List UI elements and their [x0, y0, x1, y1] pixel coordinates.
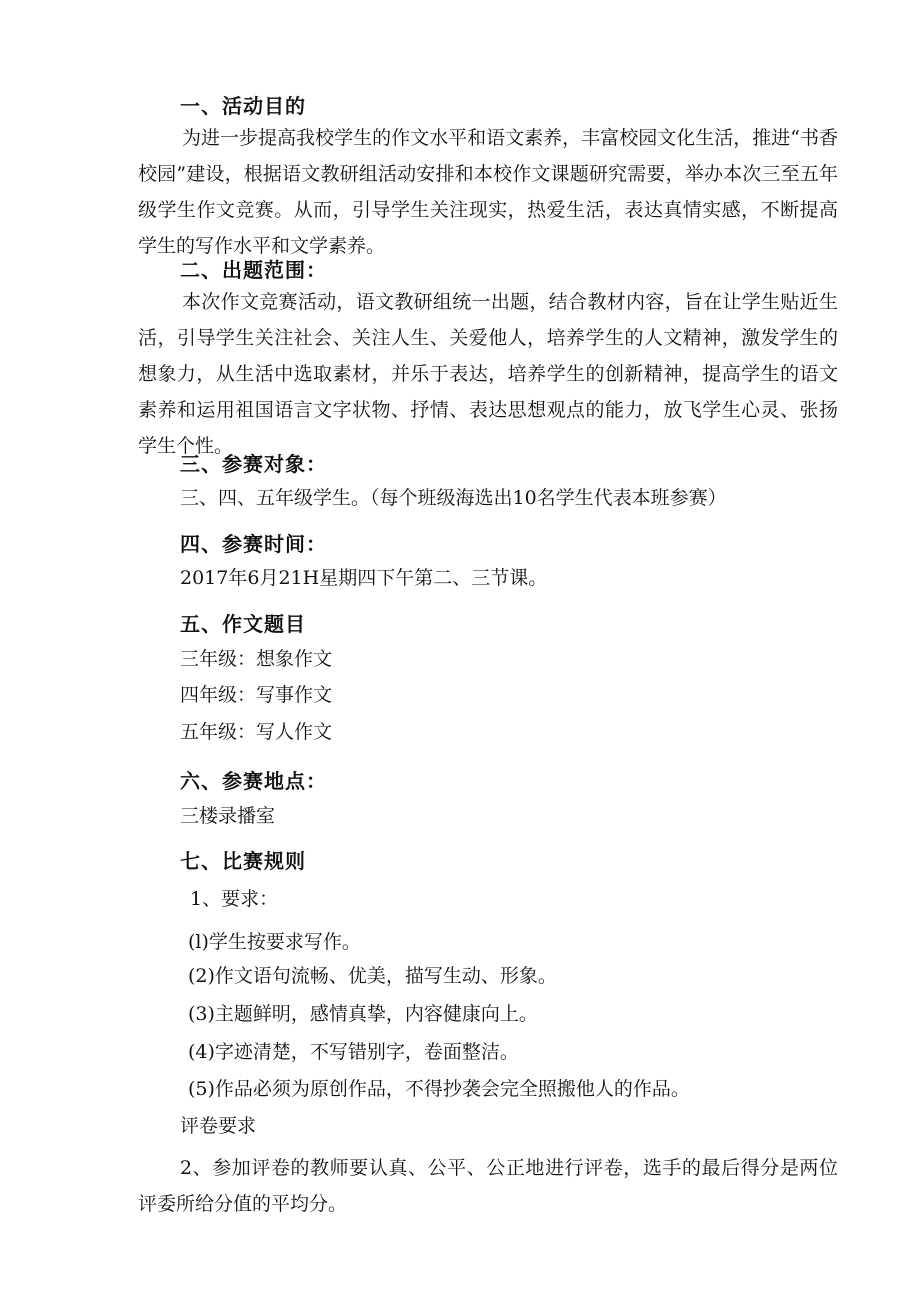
paragraph-time: 2017年6月21H星期四下午第二、三节课。: [180, 567, 548, 589]
list-item-grade5: 五年级：写人作文: [180, 721, 333, 743]
heading-time: 四、参赛时间：: [180, 532, 327, 556]
rule-item-2: (2)作文语句流畅、优美，描写生动、形象。: [188, 965, 557, 987]
heading-venue: 六、参赛地点：: [180, 769, 327, 793]
rules-requirement-title: 1、要求：: [190, 888, 279, 910]
heading-topic-scope: 二、出题范围：: [180, 258, 327, 282]
rule-item-3: (3)主题鲜明，感情真挚，内容健康向上。: [188, 1003, 538, 1025]
rule-item-1: (l)学生按要求写作。: [188, 931, 361, 953]
paragraph-participants: 三、四、五年级学生。（每个班级海选出10名学生代表本班参赛）: [180, 487, 727, 509]
heading-essay-topics: 五、作文题目: [180, 612, 306, 636]
list-item-grade3: 三年级：想象作文: [180, 648, 333, 670]
rule-item-5: (5)作品必须为原创作品，不得抄袭会完全照搬他人的作品。: [188, 1078, 690, 1100]
paragraph-activity-purpose: 为进一步提高我校学生的作文水平和语文素养，丰富校园文化生活，推进“书香校园”建设，根据语文教研组活动安排和本校作文课题研究需要，举办本次三至五年级学生作文竞赛。从而，引导学生关注现实，热爱生活，表达真情实感，不断提高学生的写作水平和文学素养。: [138, 127, 838, 257]
rule-item-4: (4)字迹清楚，不写错别字，卷面整洁。: [188, 1041, 519, 1063]
paragraph-review: 2、参加评卷的教师要认真、公平、公正地进行评卷，选手的最后得分是两位评委所给分值的平均分。: [138, 1157, 838, 1215]
heading-rules: 七、比赛规则: [180, 849, 306, 873]
review-requirement-title: 评卷要求: [180, 1115, 257, 1137]
list-item-grade4: 四年级：写事作文: [180, 684, 333, 706]
paragraph-venue: 三楼录播室: [180, 805, 276, 827]
paragraph-topic-scope: 本次作文竞赛活动，语文教研组统一出题，结合教材内容，旨在让学生贴近生活，引导学生关注社会、关注人生、关爱他人，培养学生的人文精神，激发学生的想象力，从生活中选取素材，并乐于表达，培养学生的创新精神，提高学生的语文素养和运用祖国语言文字状物、抒情、表达思想观点的能力，放飞学生心灵、张扬学生个性。: [138, 291, 838, 457]
heading-participants: 三、参赛对象：: [180, 452, 327, 476]
heading-activity-purpose: 一、活动目的: [180, 94, 306, 118]
